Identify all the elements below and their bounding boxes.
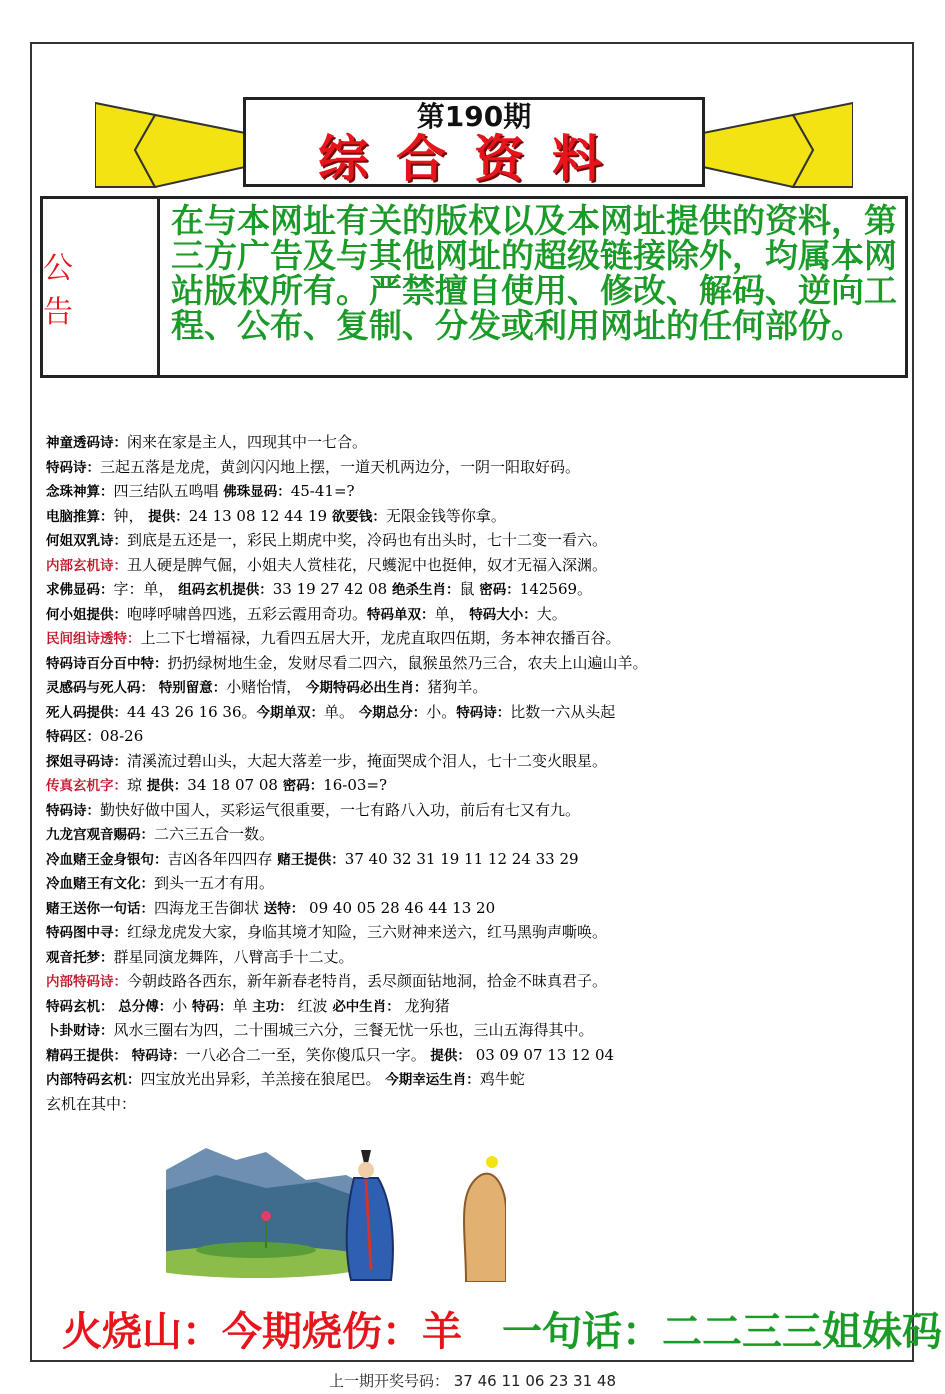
row-value: 44 43 26 16 36。 xyxy=(127,702,257,721)
row-label: 特码图中寻： xyxy=(46,925,127,941)
row-label: 总分傅： xyxy=(113,998,173,1015)
left-ribbon xyxy=(95,95,245,195)
bottom-right-text: 一句话：二二三三姐妹码 xyxy=(502,1308,942,1355)
row-value: 小赌怡情， xyxy=(226,678,302,696)
info-row xyxy=(46,504,906,529)
row-value: 猪狗羊。 xyxy=(427,678,488,696)
info-row xyxy=(46,479,906,504)
row-label: 观音托梦： xyxy=(46,949,114,966)
row-value: 扔扔绿树地生金，发财尽看二四六，鼠猴虽然乃三合，农夫上山遍山羊。 xyxy=(167,653,648,672)
row-label: 特码区： xyxy=(46,729,100,745)
row-label: 何小姐提供： xyxy=(46,606,127,623)
info-row xyxy=(46,847,906,872)
info-row xyxy=(46,553,906,578)
row-value: 红绿龙虎发大家，身临其境才知险，三六财神来送六，红马黑驹声嘶唤。 xyxy=(127,923,608,941)
row-label: 特码： xyxy=(191,998,233,1015)
row-label: 提供： xyxy=(425,1047,471,1064)
row-label: 密码： xyxy=(282,778,324,794)
row-value: 丑人硬是脾气倔，小姐夫人赏桂花，尺蠖泥中也挺伸，奴才无福入深渊。 xyxy=(127,555,608,574)
bottom-left-text: 火烧山：今期烧伤：羊 xyxy=(62,1308,462,1355)
row-value: 钟， xyxy=(113,506,144,525)
row-label: 特码诗： xyxy=(127,1047,186,1064)
row-label: 神童透码诗： xyxy=(46,435,127,451)
row-value: 三起五落是龙虎，黄剑闪闪地上摆，一道天机两边分，一阴一阳取好码。 xyxy=(100,457,581,476)
row-value: 37 40 32 31 19 11 12 24 33 29 xyxy=(344,849,579,868)
row-label: 内部特码玄机： xyxy=(46,1072,141,1088)
row-label: 提供： xyxy=(143,508,189,525)
row-value: 闲来在家是主人，四现其中一七合。 xyxy=(127,433,368,451)
info-row xyxy=(46,1067,906,1092)
info-row xyxy=(46,896,906,921)
row-value: 09 40 05 28 46 44 13 20 xyxy=(304,898,496,917)
row-label: 欲要钱： xyxy=(331,508,386,525)
row-label: 求佛显码： xyxy=(46,582,114,598)
row-label: 灵感码与死人码： xyxy=(46,680,154,696)
info-row xyxy=(46,871,906,896)
row-label: 特码玄机： xyxy=(46,998,114,1015)
previous-draw-numbers: 上一期开奖号码： 37 46 11 06 23 31 48 xyxy=(329,1372,616,1390)
row-value: 鼠 xyxy=(459,580,480,598)
bottom-message xyxy=(62,1300,942,1357)
row-value: 单， xyxy=(434,604,465,623)
row-label: 特码诗百分百中特： xyxy=(46,655,168,672)
notice-label: 公告 xyxy=(43,199,160,375)
info-row xyxy=(46,822,906,847)
info-row xyxy=(46,773,906,798)
row-label: 赌王送你一句话： xyxy=(46,900,154,917)
row-label: 冷血赌王有文化： xyxy=(46,876,154,892)
row-value: 四三结队五鸣唱 xyxy=(113,482,219,500)
row-label: 内部特码诗： xyxy=(46,974,127,990)
info-row xyxy=(46,700,906,725)
row-value: 03 09 07 13 12 04 xyxy=(470,1045,615,1064)
row-label: 佛珠显码： xyxy=(218,484,291,500)
row-value: 08-26 xyxy=(100,727,144,745)
row-label: 特码诗： xyxy=(456,704,511,721)
row-label: 冷血赌王金身银句： xyxy=(46,851,168,868)
row-value: 风水三圈右为四，二十围城三六分，三餐无忧一乐也，三山五海得其中。 xyxy=(113,1021,594,1039)
row-value: 小。 xyxy=(426,702,457,721)
row-label: 特码诗： xyxy=(46,459,100,476)
row-value: 红波 xyxy=(292,996,333,1015)
row-label: 今期单双： xyxy=(256,704,325,721)
row-label: 赌王提供： xyxy=(277,851,345,868)
row-label: 卜卦财诗： xyxy=(46,1023,114,1039)
row-value: 一八必合二一至，笑你傻瓜只一字。 xyxy=(185,1045,426,1064)
row-value: 小 xyxy=(172,996,192,1015)
row-label: 死人码提供： xyxy=(46,704,127,721)
info-row xyxy=(46,920,906,945)
row-label: 密码： xyxy=(479,582,520,598)
row-value: 上二下七增福禄，九看四五居大开，龙虎直取四伍期，务本神农播百谷。 xyxy=(140,629,621,647)
row-label: 电脑推算： xyxy=(46,508,114,525)
row-label: 特别留意： xyxy=(154,680,227,696)
row-label: 内部玄机诗： xyxy=(46,557,127,574)
row-value: 无限金钱等你拿。 xyxy=(385,506,506,525)
row-value: 四宝放光出异彩，羊羔接在狼尾巴。 xyxy=(140,1070,381,1088)
right-ribbon xyxy=(703,95,853,195)
row-label: 民间组诗透特： xyxy=(46,631,141,647)
row-label: 探姐寻码诗： xyxy=(46,753,127,770)
row-value: 34 18 07 08 xyxy=(187,776,283,794)
info-row xyxy=(46,528,906,553)
info-row xyxy=(46,602,906,627)
info-row xyxy=(46,994,906,1019)
row-value: 大。 xyxy=(536,604,567,623)
info-row xyxy=(46,1018,906,1043)
row-value: 到底是五还是一，彩民上期虎中奖，冷码也有出头时，七十二变一看六。 xyxy=(127,531,608,549)
row-value: 24 13 08 12 44 19 xyxy=(188,506,332,525)
row-value: 清溪流过碧山头，大起大落差一步，掩面哭成个泪人，七十二变火眼星。 xyxy=(127,751,608,770)
row-value: 咆哮呼啸兽四逃，五彩云霞用奇功。 xyxy=(127,604,368,623)
info-list xyxy=(46,430,906,1116)
info-row xyxy=(46,1043,906,1068)
row-label: 传真玄机字： xyxy=(46,778,127,794)
row-label: 今期特码必出生肖： xyxy=(301,680,428,696)
page-title: 综合资料 xyxy=(318,129,630,188)
row-label: 今期总分： xyxy=(354,704,427,721)
row-value: 比数一六从头起 xyxy=(510,702,616,721)
row-value: 鸡牛蛇 xyxy=(479,1070,525,1088)
row-label: 送特： xyxy=(263,900,305,917)
row-label: 必中生肖： xyxy=(332,998,400,1015)
row-label: 特码诗： xyxy=(46,802,100,819)
info-row xyxy=(46,969,906,994)
row-value: 吉凶各年四四存 xyxy=(167,849,278,868)
notice-box xyxy=(40,196,908,378)
row-label: 何姐双乳诗： xyxy=(46,533,127,549)
row-value: 四海龙王告御状 xyxy=(154,898,264,917)
row-value: 到头一五才有用。 xyxy=(154,874,275,892)
row-value: 二六三五合一数。 xyxy=(154,825,275,843)
row-value: 字：单， xyxy=(113,580,174,598)
row-label: 九龙宫观音赐码： xyxy=(46,827,154,843)
notice-text: 在与本网址有关的版权以及本网址提供的资料，第三方广告及与其他网址的超级链接除外，均属本网站版权所有。严禁擅自使用、修改、解码、逆向工程、公布、复制、分发或利用网址的任何部份。 xyxy=(171,201,897,345)
row-value: 142569。 xyxy=(519,580,593,598)
info-row xyxy=(46,1092,906,1117)
info-row xyxy=(46,945,906,970)
row-value: 45-41=? xyxy=(290,482,355,500)
info-row xyxy=(46,651,906,676)
row-label: 提供： xyxy=(146,778,188,794)
row-value: 勤快好做中国人，买彩运气很重要，一七有路八入功，前后有七又有九。 xyxy=(100,800,581,819)
issue-number: 第190期 xyxy=(416,100,532,133)
sage-illustration xyxy=(166,1130,506,1282)
row-label: 主功： xyxy=(252,998,293,1015)
row-label: 精码王提供： xyxy=(46,1047,127,1064)
row-value: 琼 xyxy=(127,776,147,794)
row-value: 今朝歧路各西东，新年新春老特肖，丢尽颜面钻地洞，拾金不昧真君子。 xyxy=(127,972,608,990)
info-row xyxy=(46,724,906,749)
info-row xyxy=(46,577,906,602)
info-row xyxy=(46,430,906,455)
row-value: 玄机在其中： xyxy=(46,1094,137,1113)
row-label: 念珠神算： xyxy=(46,484,114,500)
row-label: 今期幸运生肖： xyxy=(380,1072,480,1088)
info-row xyxy=(46,749,906,774)
row-label: 绝杀生肖： xyxy=(392,582,460,598)
info-row xyxy=(46,675,906,700)
info-row xyxy=(46,626,906,651)
row-value: 16-03=? xyxy=(323,776,388,794)
row-value: 单。 xyxy=(324,702,355,721)
header-box xyxy=(243,97,705,187)
row-value: 群星同演龙舞阵，八臂高手十二丈。 xyxy=(113,947,354,966)
info-row xyxy=(46,798,906,823)
row-value: 33 19 27 42 08 xyxy=(272,580,392,598)
row-label: 特码大小： xyxy=(464,606,537,623)
row-value: 龙狗猪 xyxy=(399,996,450,1015)
info-row xyxy=(46,455,906,480)
row-label: 特码单双： xyxy=(367,606,435,623)
row-value: 单 xyxy=(232,996,253,1015)
row-label: 组码玄机提供： xyxy=(173,582,273,598)
